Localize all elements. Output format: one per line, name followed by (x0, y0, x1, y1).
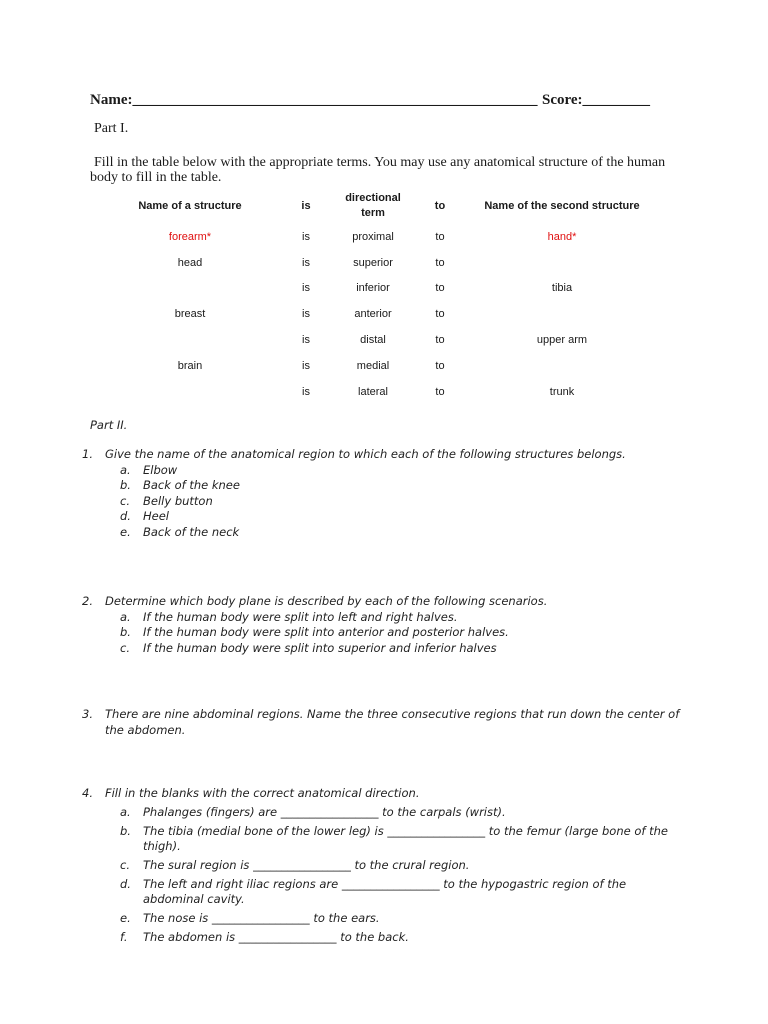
item-text: Phalanges (fingers) are _________________ to the carpals (wrist). (143, 805, 506, 819)
item-text: Back of the neck (143, 524, 240, 539)
table-header-row (100, 188, 658, 224)
item-text: The abdomen is _________________ to the back. (143, 930, 409, 944)
table-cell: superior (353, 256, 393, 269)
question-4 (82, 786, 682, 945)
item-letter: b. (120, 625, 131, 639)
item-letter: c. (120, 493, 130, 508)
score-field[interactable]: Score:_________ (542, 92, 651, 108)
item-text: Heel (143, 509, 169, 523)
table-cell: is (302, 230, 310, 243)
item-text: The tibia (medial bone of the lower leg) is _________________ to the femur (large bone of the thigh). (143, 824, 668, 853)
table-cell-blank[interactable] (466, 250, 658, 276)
part2-title: Part II. (90, 418, 128, 432)
list-item (120, 494, 682, 510)
list-item (120, 478, 682, 494)
item-letter: b. (120, 824, 131, 838)
item-letter: f. (120, 930, 128, 944)
table-cell: anterior (354, 308, 392, 321)
item-text: If the human body were split into superior and inferior halves (143, 640, 497, 655)
item-text: The nose is _________________ to the ears. (143, 911, 380, 925)
table-cell: tibia (551, 282, 573, 295)
table-cell: to (435, 256, 445, 269)
table-cell: to (435, 282, 445, 295)
table-cell: to (435, 334, 445, 347)
table-cell: hand* (547, 230, 577, 243)
sub-list (105, 805, 682, 945)
list-item (120, 463, 682, 479)
list-item (120, 858, 682, 873)
table-cell-blank[interactable] (100, 276, 280, 302)
name-field[interactable]: Name:______________________________________________________ (90, 92, 538, 108)
sub-list (105, 610, 682, 657)
table-cell-blank[interactable] (100, 379, 280, 405)
table-row (100, 301, 658, 327)
list-item (120, 824, 682, 854)
table-cell: medial (356, 359, 390, 372)
item-text: Back of the knee (143, 478, 240, 492)
table-body (100, 224, 658, 405)
question-number: 1. (82, 447, 93, 461)
table-cell: to (435, 385, 445, 398)
item-letter: a. (120, 805, 131, 819)
item-letter: d. (120, 877, 131, 891)
item-text: If the human body were split into anterior and posterior halves. (143, 625, 509, 639)
table-cell: to (435, 230, 445, 243)
table-row (100, 276, 658, 302)
list-item (120, 805, 682, 820)
list-item (120, 641, 682, 657)
item-text: Elbow (143, 462, 178, 477)
table-cell: distal (360, 334, 386, 347)
item-letter: a. (120, 462, 131, 477)
item-letter: c. (120, 640, 130, 655)
header-directional-term: directional term (345, 192, 401, 219)
table-cell: trunk (549, 385, 575, 398)
item-text: The left and right iliac regions are _________________ to the hypogastric region of the abdominal cavity. (143, 877, 627, 906)
sub-list (105, 463, 682, 541)
item-text: The sural region is _________________ to the crural region. (143, 858, 470, 872)
list-item (120, 625, 682, 641)
part1-title: Part I. (94, 121, 129, 136)
header-to: to (434, 199, 446, 212)
item-letter: e. (120, 524, 131, 539)
table-cell: to (435, 359, 445, 372)
list-item (120, 930, 682, 945)
table-cell-blank[interactable] (100, 327, 280, 353)
question-number: 4. (82, 786, 93, 800)
directional-terms-table (100, 188, 658, 405)
part1-instructions: Fill in the table below with the appropriate terms. You may use any anatomical structure of the human body to fill in the table. (90, 155, 666, 185)
table-cell: head (177, 256, 203, 269)
question-text: Give the name of the anatomical region to which each of the following structures belongs. (105, 447, 626, 461)
list-item (120, 610, 682, 626)
table-cell: proximal (352, 230, 394, 243)
question-number: 2. (82, 594, 93, 608)
table-row (100, 327, 658, 353)
table-cell: is (302, 282, 310, 295)
table-cell: upper arm (536, 334, 588, 347)
table-cell: lateral (358, 385, 388, 398)
question-number: 3. (82, 707, 93, 721)
table-cell-blank[interactable] (466, 301, 658, 327)
header-second-structure: Name of the second structure (484, 199, 640, 212)
item-letter: c. (120, 858, 130, 872)
list-item (120, 509, 682, 525)
table-cell: inferior (356, 282, 390, 295)
table-cell: breast (174, 308, 206, 321)
table-cell: forearm* (168, 230, 212, 243)
question-text: Fill in the blanks with the correct anatomical direction. (105, 786, 420, 800)
question-1 (82, 447, 682, 540)
item-letter: b. (120, 478, 131, 492)
table-cell-blank[interactable] (466, 353, 658, 379)
header-is: is (301, 199, 311, 212)
table-cell: is (302, 359, 310, 372)
table-cell: is (302, 256, 310, 269)
header-structure: Name of a structure (138, 199, 242, 212)
table-cell: to (435, 308, 445, 321)
question-text: There are nine abdominal regions. Name the three consecutive regions that run down the center of the abdomen. (105, 707, 680, 737)
table-cell: is (302, 308, 310, 321)
item-letter: e. (120, 911, 131, 925)
table-row (100, 224, 658, 250)
table-row (100, 250, 658, 276)
question-text: Determine which body plane is described by each of the following scenarios. (105, 594, 548, 608)
question-2 (82, 594, 682, 656)
list-item (120, 911, 682, 926)
item-text: Belly button (143, 493, 213, 508)
table-row (100, 353, 658, 379)
list-item (120, 877, 682, 907)
item-text: If the human body were split into left and right halves. (143, 609, 458, 624)
table-cell: is (302, 385, 310, 398)
table-row (100, 379, 658, 405)
list-item (120, 525, 682, 541)
question-3 (82, 707, 682, 738)
table-cell: is (302, 334, 310, 347)
table-cell: brain (177, 359, 203, 372)
item-letter: d. (120, 509, 131, 523)
item-letter: a. (120, 609, 131, 624)
